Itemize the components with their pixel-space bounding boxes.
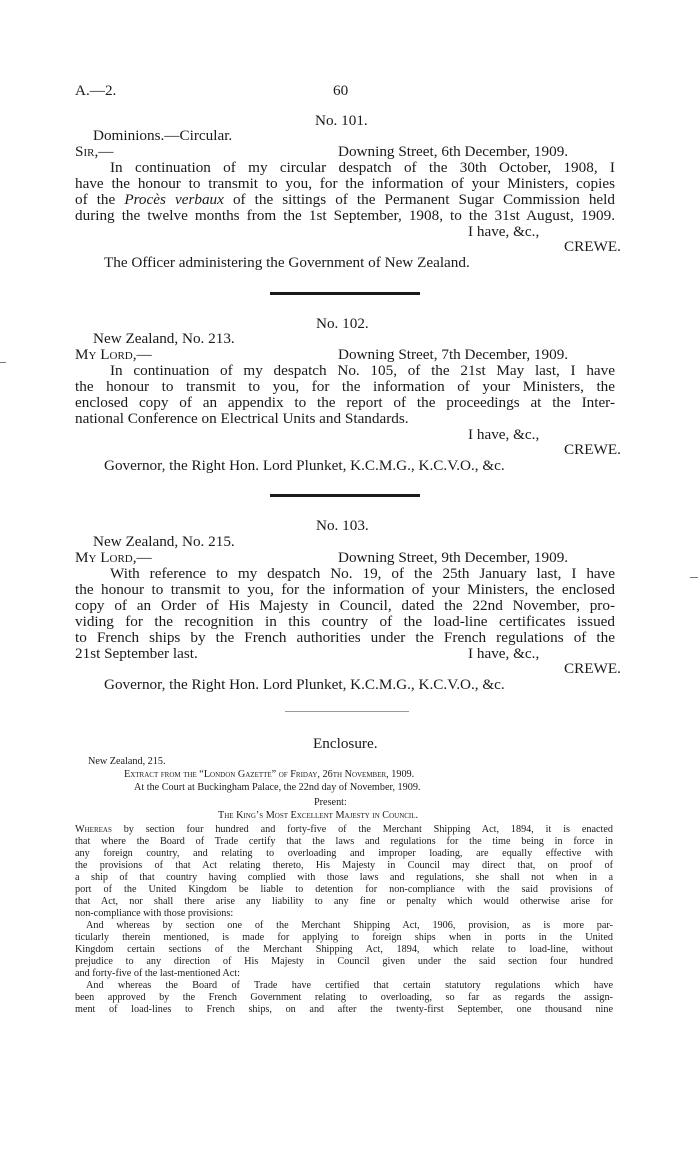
order-paragraph-1-line: Whereas by section four hundred and forty-five of the Merchant Shipping Act, 1894, it is enacted [75,824,613,835]
letter-101-salutation: Sir,— [75,143,114,160]
letter-101-place-date: Downing Street, 6th December, 1909. [338,143,569,160]
letter-103-body-line-1: With reference to my despatch No. 19, of the 25th January last, I have [110,565,615,582]
letter-103-closing: I have, &c., [468,645,540,662]
order-paragraph-1-line: that where the Board of Trade certify that the laws and regulations for the time being in force in [75,836,613,847]
letter-102-place-date: Downing Street, 7th December, 1909. [338,346,569,363]
letter-102-salutation: My Lord,— [75,346,152,363]
scan-margin-mark [0,362,6,363]
letter-101-signature: CREWE. [564,238,621,255]
section-divider [270,494,420,497]
letter-101-body-line-1: In continuation of my circular despatch of the 30th October, 1908, I [110,159,615,176]
letter-101-closing: I have, &c., [468,223,540,240]
letter-103-body-line-2: the honour to transmit to you, for the information of your Ministers, the enclosed [75,581,615,598]
order-paragraph-1-line: a ship of that country having complied with those laws and regulations, she shall not when in a [75,872,613,883]
order-paragraph-1-line: that Act, nor shall there arise any liability to any fine or penalty which would otherwise arise for [75,896,613,907]
majesty-in-council: The King’s Most Excellent Majesty in Council. [218,810,419,821]
scan-margin-mark [690,577,698,578]
order-paragraph-3-line: ment of load-lines to French ships, on and after the twenty-first September, one thousand nine [75,1004,613,1015]
letter-103-body-line-5: to French ships by the French authorities under the French regulations of the [75,629,615,646]
letter-103-salutation: My Lord,— [75,549,152,566]
letter-102-closing: I have, &c., [468,426,540,443]
letter-103-body-line-3: copy of an Order of His Majesty in Council, dated the 22nd November, pro- [75,597,615,614]
order-paragraph-1-line: any foreign country, and relating to overloading and improper loading, are equally effective with [75,848,613,859]
letter-102-body-line-4: national Conference on Electrical Units and Standards. [75,410,409,427]
letter-103-addressee: Governor, the Right Hon. Lord Plunket, K.C.M.G., K.C.V.O., &c. [104,676,505,693]
letter-103-body-line-6: 21st September last. [75,645,198,662]
letter-101-body-line-2: have the honour to transmit to you, for the information of your Ministers, copies [75,175,615,192]
section-divider [270,292,420,295]
order-paragraph-1-line: the provisions of that Act relating thereto, His Majesty in Council may direct that, on proof of [75,860,613,871]
order-paragraph-3-line: And whereas the Board of Trade have certified that certain statutory regulations which have [86,980,613,991]
order-paragraph-2-line: ticularly therein mentioned, is made for applying to foreign ships when in ports in the United [75,932,613,943]
order-paragraph-1-line: non-compliance with those provisions: [75,908,234,919]
letter-103-signature: CREWE. [564,660,621,677]
letter-101-body-line-3: of the Procès verbaux of the sittings of the Permanent Sugar Commission held [75,191,615,208]
document-reference: A.—2. [75,82,117,99]
order-paragraph-2-line: prejudice to any direction of His Majesty in Council given under the said section four hundred [75,956,613,967]
letter-103-type: New Zealand, No. 215. [93,533,235,550]
letter-102-body-line-3: enclosed copy of an appendix to the report of the proceedings at the Inter- [75,394,615,411]
letter-101-number: No. 101. [315,112,368,129]
enclosure-divider [285,711,409,712]
letter-103-number: No. 103. [316,517,369,534]
letter-101-addressee: The Officer administering the Government of New Zealand. [104,254,470,271]
order-paragraph-2-line: And whereas by section one of the Merchant Shipping Act, 1906, provision, as is more par- [86,920,613,931]
page-number: 60 [333,82,349,99]
order-paragraph-3-line: been approved by the French Government relating to overloading, so far as regards the assign- [75,992,613,1003]
letter-102-body-line-2: the honour to transmit to you, for the information of your Ministers, the [75,378,615,395]
order-paragraph-2-line: and forty-five of the last-mentioned Act: [75,968,240,979]
letter-101-type: Dominions.—Circular. [93,127,233,144]
letter-103-place-date: Downing Street, 9th December, 1909. [338,549,569,566]
enclosure-reference: New Zealand, 215. [88,756,166,767]
letter-103-body-line-4: viding for the recognition in this country of the load-line certificates issued [75,613,615,630]
court-line: At the Court at Buckingham Palace, the 22nd day of November, 1909. [134,782,421,793]
letter-101-body-line-4: during the twelve months from the 1st September, 1908, to the 31st August, 1909. [75,207,615,224]
order-paragraph-2-line: Kingdom certain sections of the Merchant Shipping Act, 1894, which relate to load-line, without [75,944,613,955]
letter-102-addressee: Governor, the Right Hon. Lord Plunket, K.C.M.G., K.C.V.O., &c. [104,457,505,474]
gazette-extract-heading: Extract from the “London Gazette” of Friday, 26th November, 1909. [124,769,415,780]
enclosure-title: Enclosure. [313,735,378,752]
present-label: Present: [314,797,347,808]
order-paragraph-1-line: port of the United Kingdom be liable to detention for non-compliance with the said provisions of [75,884,613,895]
letter-102-type: New Zealand, No. 213. [93,330,235,347]
letter-102-number: No. 102. [316,315,369,332]
letter-102-body-line-1: In continuation of my despatch No. 105, of the 21st May last, I have [110,362,615,379]
letter-102-signature: CREWE. [564,441,621,458]
